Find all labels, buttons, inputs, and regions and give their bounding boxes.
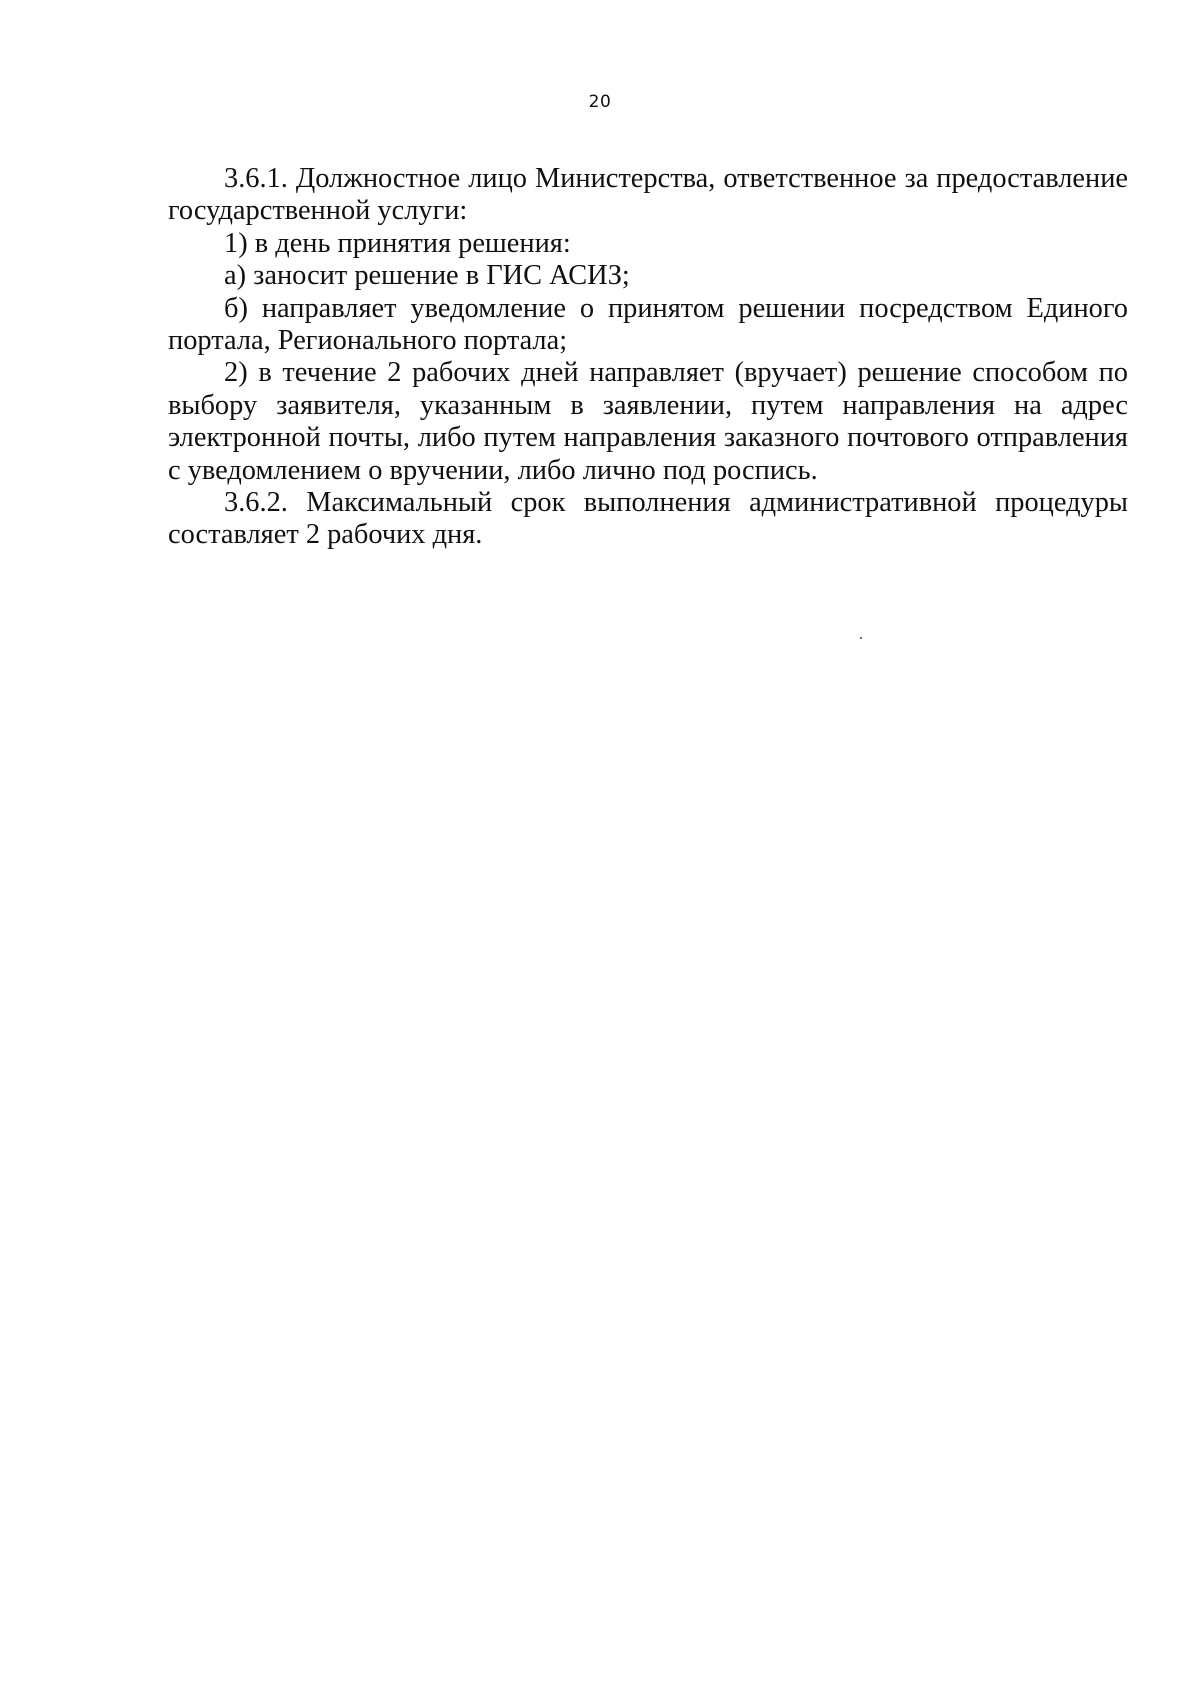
document-body xyxy=(168,163,1128,552)
paragraph-3-6-2: 3.6.2. Максимальный срок выполнения административной процедуры составляет 2 рабочих дня. xyxy=(168,487,1128,551)
page-number: 20 xyxy=(588,92,612,112)
paragraph-item-1: 1) в день принятия решения: xyxy=(224,227,571,259)
paragraph-item-b: б) направляет уведомление о принятом решении посредством Единого портала, Регионального портала; xyxy=(168,292,1128,357)
scan-speck xyxy=(860,637,862,639)
paragraph-item-a: а) заносит решение в ГИС АСИЗ; xyxy=(224,260,630,292)
paragraph-item-2: 2) в течение 2 рабочих дней направляет (вручает) решение способом по выбору заявителя, указанным в заявлении, путем направления на адрес электронной почты, либо путем направления заказного почтового отправления с уведомлением о вручении, либо лично под роспись. xyxy=(168,357,1128,486)
paragraph-3-6-1: 3.6.1. Должностное лицо Министерства, ответственное за предоставление государственной услуги: xyxy=(168,163,1128,227)
